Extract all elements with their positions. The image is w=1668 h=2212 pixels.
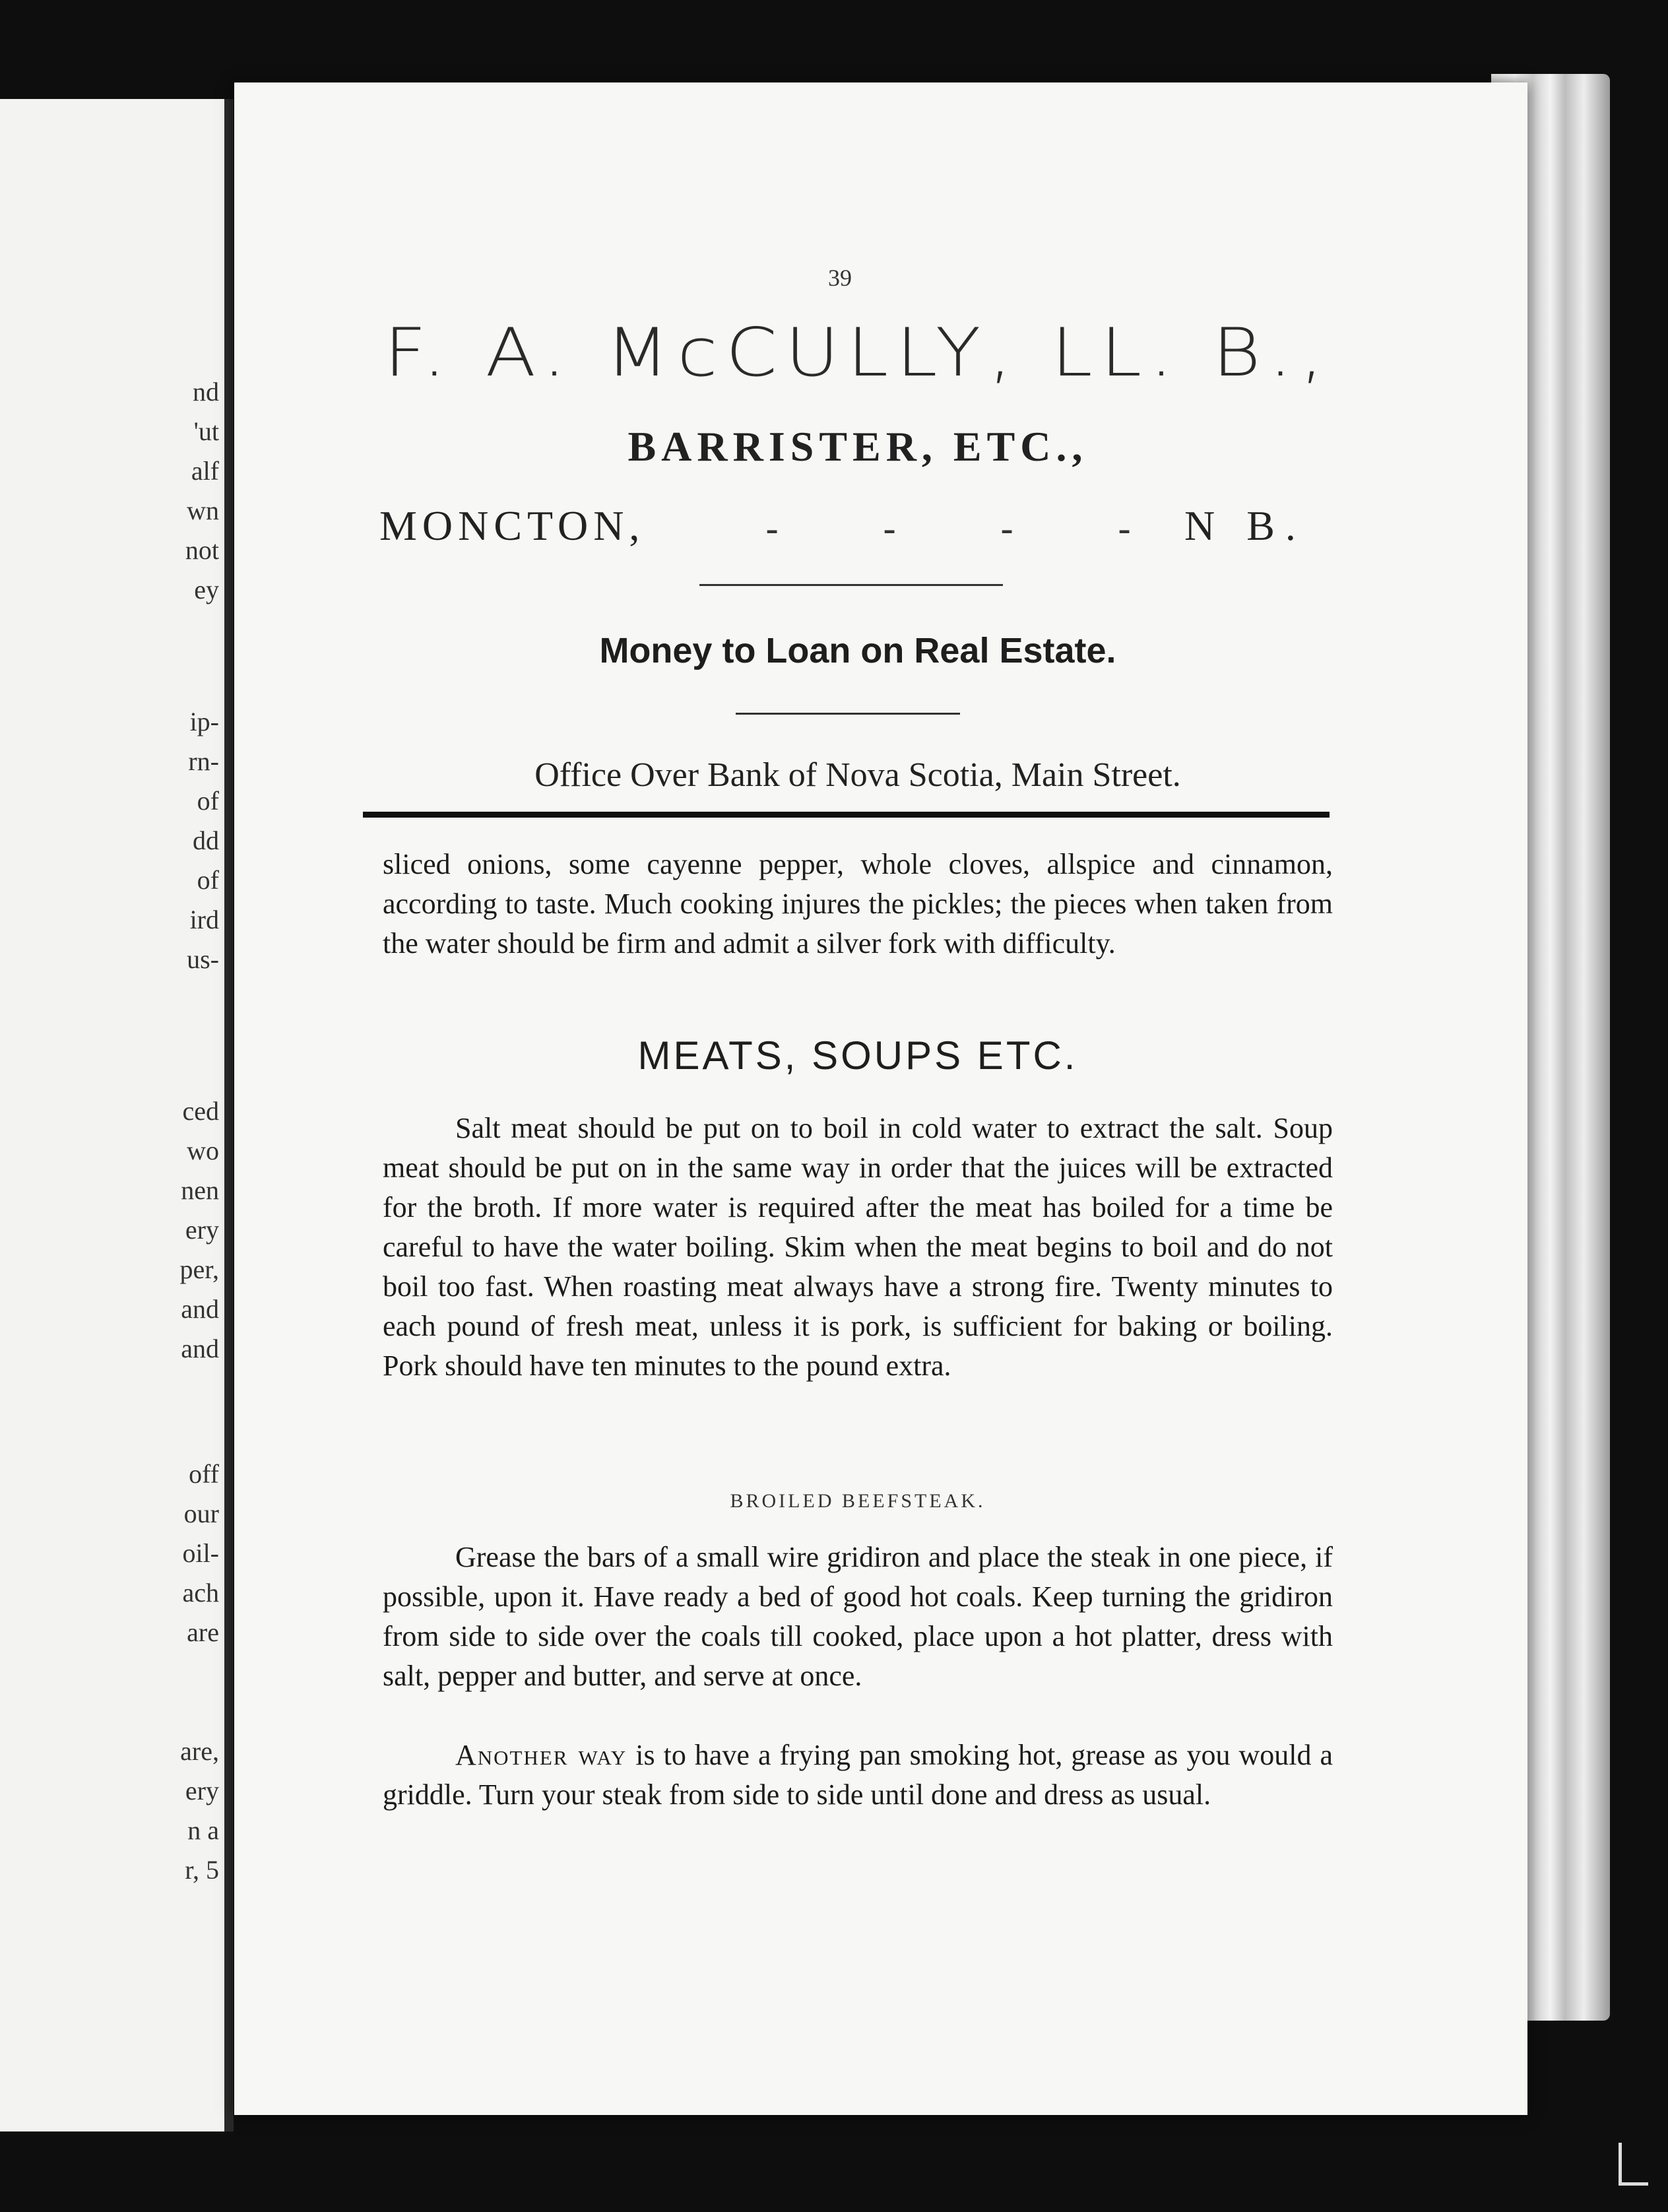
left-page-fragment: not (185, 535, 219, 565)
left-page-fragment: dd (193, 826, 219, 855)
paragraph-another-way (383, 1736, 1333, 1815)
left-page-fragment: of (197, 786, 219, 816)
left-page-fragment: off (189, 1459, 219, 1489)
left-page-fragment: wo (187, 1136, 219, 1165)
paragraph-rest: is to have a frying pan smoking hot, grease as you would a griddle. Turn your steak from side to side until done and dress as usual. (383, 1739, 1333, 1811)
left-page-fragment: us- (187, 944, 219, 974)
paragraph-pickles: sliced onions, some cayenne pepper, whole cloves, allspice and cinnamon, according to taste. Much cooking injures the pickles; the pieces when taken from the water should be firm and admit a silver fork with difficulty. (383, 848, 1333, 960)
left-page-fragment: alf (191, 456, 219, 486)
left-page-fragment: wn (187, 496, 219, 525)
left-page-fragment: and (181, 1334, 219, 1363)
recipe-heading: BROILED BEEFSTEAK. (730, 1490, 986, 1512)
left-page-fragment: ced (182, 1096, 219, 1126)
left-page (0, 99, 234, 2131)
left-page-fragment: oil- (182, 1538, 219, 1568)
left-page-fragment: are, (180, 1736, 219, 1766)
left-page-fragment: per, (179, 1254, 219, 1284)
page-number: 39 (828, 265, 852, 291)
left-page-fragment: ery (185, 1776, 219, 1805)
left-page-fragment: ach (182, 1578, 219, 1608)
left-page-fragment: r, 5 (185, 1855, 219, 1885)
left-page-fragment: and (181, 1294, 219, 1324)
advert-name: F. A. McCULLY, LL. B., (384, 314, 1331, 392)
left-page-fragment: n a (187, 1815, 219, 1845)
left-page-fragment: are (187, 1617, 219, 1647)
left-page-fragment: ird (189, 905, 219, 934)
section-heading: MEATS, SOUPS ETC. (637, 1033, 1078, 1078)
left-page-fragment: of (197, 865, 219, 895)
left-page-fragment: nen (181, 1175, 219, 1205)
left-page-fragment: ery (185, 1215, 219, 1245)
paragraph-meats: Salt meat should be put on to boil in cold water to extract the salt. Soup meat should be put on in the same way in order that the juices will be extracted for the broth. If more water is required after the meat has boiled for a time be careful to have the water boiling. Skim when the meat begins to boil and do not boil too fast. When roasting meat always have a strong fire. Twenty minutes to each pound of fresh meat, unless it is pork, is sufficient for baking or boiling. Pork should have ten minutes to the pound extra. (383, 1112, 1333, 1382)
advert-dashes: - - - - (765, 508, 1178, 551)
left-page-fragment: ip- (189, 707, 219, 736)
corner-mark (1619, 2143, 1648, 2186)
divider (736, 713, 960, 715)
divider (699, 584, 1003, 586)
advert-office: Office Over Bank of Nova Scotia, Main Street. (534, 756, 1181, 794)
left-page-fragment: 'ut (193, 416, 219, 446)
left-page-fragment: rn- (188, 746, 219, 776)
advert-bottom-rule (363, 812, 1330, 818)
advert-money: Money to Loan on Real Estate. (599, 631, 1116, 670)
lead-words: Another way (455, 1739, 627, 1771)
advert-city: MONCTON, (379, 502, 645, 549)
left-page-fragment: nd (193, 377, 219, 407)
paragraph-beefsteak: Grease the bars of a small wire gridiron and place the steak in one piece, if possible, upon it. Have ready a bed of good hot coals. Keep turning the gridiron from side to side over the coals till cooked, place upon a hot platter, dress with salt, pepper and butter, and serve at once. (383, 1541, 1333, 1692)
advert-title: BARRISTER, ETC., (627, 423, 1088, 470)
advert-province: N B. (1184, 502, 1306, 549)
left-page-fragment: our (183, 1499, 219, 1528)
left-page-fragment: ey (194, 575, 219, 604)
